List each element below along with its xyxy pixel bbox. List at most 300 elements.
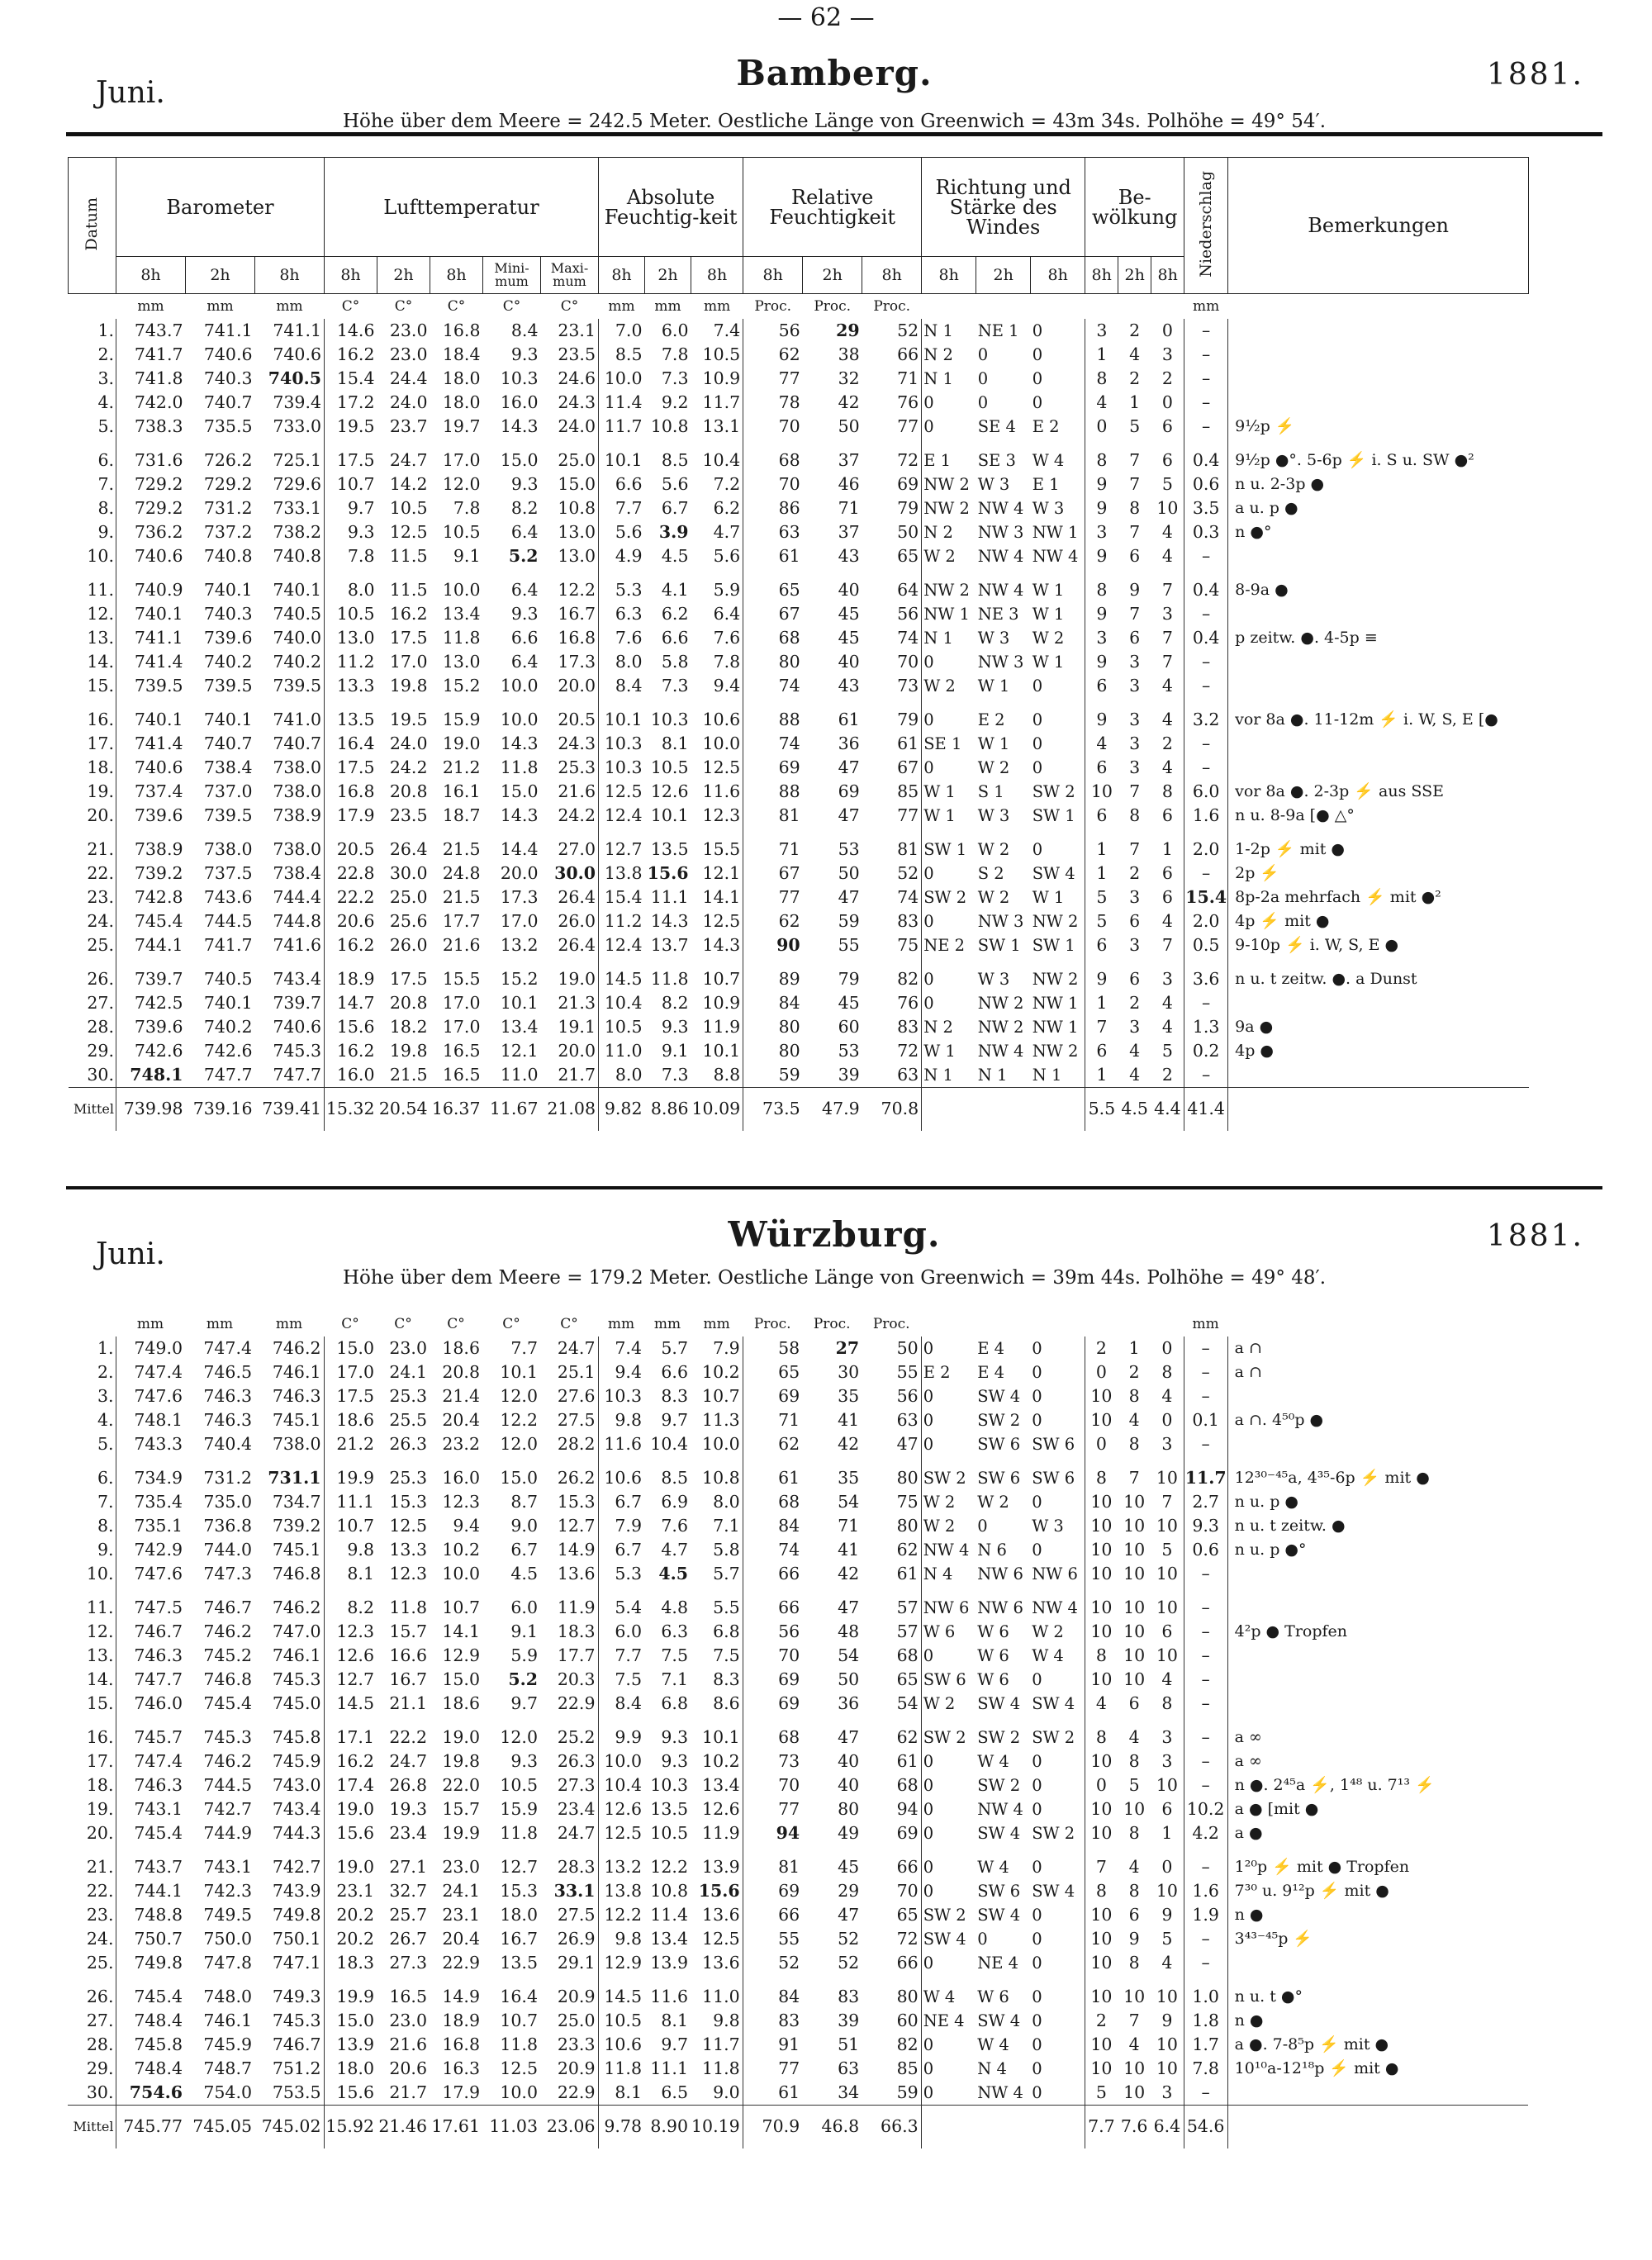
value-cell: 5.6 (599, 520, 645, 544)
value-cell: 16.5 (389, 1987, 427, 2007)
value-cell: 1 (1085, 828, 1118, 862)
value-cell: 750.7 (116, 1927, 185, 1951)
value-cell: 731.1 (268, 1468, 321, 1488)
value-cell: 749.5 (203, 1905, 252, 1925)
value-cell: 740.6 (116, 544, 186, 568)
value-cell: 69 (896, 1823, 919, 1844)
value-cell: 12.7 (324, 1668, 377, 1692)
value-cell: 8.1 (324, 1562, 377, 1586)
value-cell: – (1184, 1384, 1227, 1408)
value-cell: 6.8 (661, 1693, 688, 1714)
value-cell: 0 (921, 1879, 976, 1903)
value-cell: 19.8 (389, 1041, 428, 1061)
value-cell: 6 (1129, 969, 1141, 990)
value-cell: 25.5 (389, 1410, 427, 1431)
value-cell: 10.5 (650, 1823, 688, 1844)
value-cell: 0 (922, 650, 976, 674)
value-cell: 68 (743, 439, 803, 472)
value-cell: 94 (743, 1821, 802, 1845)
value-cell: 7.8 (325, 544, 377, 568)
value-cell: 64 (897, 580, 919, 601)
value-cell: 750.0 (203, 1929, 252, 1949)
value-cell: 15.9 (442, 710, 481, 730)
day-cell: 4. (69, 391, 116, 415)
value-cell: 0.4 (1184, 626, 1228, 650)
mean-row (69, 1087, 1529, 1131)
value-cell: 25.3 (389, 1468, 427, 1488)
value-cell: 52 (897, 863, 919, 884)
mean-cell (1228, 1087, 1529, 1131)
value-cell: 1 (1161, 839, 1173, 860)
day-cell: 20. (68, 1821, 116, 1845)
value-cell: 3 (1161, 969, 1173, 990)
value-cell: SW 2 (921, 1716, 976, 1750)
value-cell: 22.8 (325, 862, 377, 885)
value-cell: 0 (1032, 1799, 1042, 1819)
value-cell: 55 (838, 935, 860, 956)
value-cell: 45 (838, 993, 860, 1014)
value-cell: 84 (743, 991, 803, 1015)
value-cell: 20.8 (389, 993, 428, 1014)
value-cell: 80 (743, 650, 803, 674)
value-cell: 9.4 (598, 1360, 644, 1384)
value-cell: 15.6 (324, 1821, 377, 1845)
value-cell: 10 (1123, 2082, 1146, 2102)
mean-cell: 11.03 (482, 2105, 540, 2148)
value-cell: 0 (1032, 2058, 1042, 2078)
value-cell: 0 (1032, 1775, 1042, 1795)
value-cell: 4 (1129, 344, 1141, 365)
value-cell: 0 (1032, 1953, 1042, 1973)
value-cell: 10.8 (650, 416, 689, 437)
value-cell: 742.5 (116, 991, 186, 1015)
value-cell: 0 (922, 991, 976, 1015)
value-cell: 740.2 (203, 652, 253, 672)
hdr-2h: 2h (377, 257, 430, 294)
value-cell: 10.6 (598, 1456, 644, 1490)
value-cell: 739.6 (116, 804, 186, 828)
value-cell: 3 (1129, 887, 1141, 908)
value-cell: 8.3 (661, 1386, 688, 1407)
table-row (69, 367, 1529, 391)
value-cell: 7.8 (661, 344, 689, 365)
col-lufttemperatur: Lufttemperatur (325, 158, 599, 257)
value-cell: W 3 (977, 805, 1010, 825)
mean-label: Mittel (68, 2105, 116, 2148)
value-cell: 17.0 (442, 450, 481, 471)
value-cell: 739.5 (203, 805, 253, 826)
value-cell: 4 (1161, 546, 1173, 567)
value-cell: 65 (896, 1905, 919, 1925)
day-cell: 19. (69, 780, 116, 804)
value-cell: 741.6 (273, 935, 321, 956)
value-cell: 0 (1032, 368, 1043, 388)
value-cell: 10.7 (442, 1598, 480, 1618)
value-cell: 81 (743, 1845, 802, 1879)
value-cell: 66 (743, 1562, 802, 1586)
value-cell: 12.5 (389, 1516, 427, 1536)
value-cell: 4 (1161, 522, 1173, 543)
day-cell: 2. (68, 1360, 116, 1384)
value-cell: 4 (1161, 1669, 1173, 1690)
value-cell: 750.1 (272, 1929, 321, 1949)
table-row (68, 1927, 1528, 1951)
value-cell: 739.5 (203, 676, 253, 696)
value-cell: 0 (921, 2057, 976, 2081)
value-cell: 8 (1085, 1456, 1118, 1490)
remark-cell (1228, 343, 1529, 367)
table-row (68, 1538, 1528, 1562)
remark-cell (1228, 602, 1529, 626)
value-cell: 11.8 (598, 2057, 644, 2081)
value-cell: E 4 (977, 1362, 1005, 1382)
value-cell: 30.0 (554, 863, 596, 884)
value-cell: W 2 (1032, 1621, 1064, 1641)
value-cell: 9.8 (598, 1927, 644, 1951)
value-cell: 0 (922, 957, 976, 991)
value-cell: NW 2 (977, 1017, 1024, 1037)
table-row (69, 756, 1529, 780)
value-cell: 79 (838, 969, 860, 990)
remark-cell: 1-2p ⚡ mit ● (1228, 828, 1529, 862)
remark-cell (1228, 650, 1529, 674)
value-cell: 23.7 (389, 416, 428, 437)
value-cell: 6 (1161, 416, 1173, 437)
value-cell: 0 (921, 1337, 976, 1360)
value-cell: 12.3 (389, 1564, 427, 1584)
value-cell: SW 4 (1032, 1693, 1075, 1713)
table-row (68, 1586, 1528, 1620)
value-cell: 0 (922, 415, 976, 439)
value-cell: 61 (743, 1456, 802, 1490)
value-cell: 9.7 (325, 496, 377, 520)
value-cell: 6.6 (661, 628, 689, 648)
value-cell: 738.3 (116, 415, 186, 439)
table-row (69, 885, 1529, 909)
remark-cell: n ●. 2⁴⁵a ⚡, 1⁴⁸ u. 7¹³ ⚡ (1227, 1773, 1528, 1797)
value-cell: 747.4 (116, 1360, 185, 1384)
remark-cell (1228, 1063, 1529, 1087)
value-cell: 26.4 (558, 887, 596, 908)
value-cell: 51 (838, 2034, 860, 2055)
value-cell: 744.5 (203, 1775, 252, 1796)
value-cell: 20.9 (557, 2058, 596, 2079)
value-cell: 746.1 (272, 1645, 321, 1666)
value-cell: 14.1 (442, 1621, 480, 1642)
value-cell: 12.0 (500, 1386, 538, 1407)
value-cell: 17.0 (389, 652, 428, 672)
value-cell: 20.2 (324, 1903, 377, 1927)
value-cell: W 2 (921, 1490, 976, 1514)
value-cell: 9.3 (661, 1751, 688, 1772)
value-cell: 50 (896, 1338, 919, 1359)
value-cell: 75 (897, 935, 919, 956)
value-cell: 26.8 (389, 1775, 427, 1796)
value-cell: 5.6 (713, 546, 741, 567)
table-row (68, 1692, 1528, 1716)
value-cell: 2.7 (1184, 1490, 1227, 1514)
mean-cell: 10.09 (691, 1087, 743, 1131)
value-cell: 15.6 (325, 1015, 377, 1039)
value-cell: 7.8 (1184, 2057, 1227, 2081)
value-cell: 94 (896, 1799, 919, 1820)
value-cell: 8.1 (661, 734, 689, 754)
value-cell: 14.5 (599, 957, 645, 991)
value-cell: 743.6 (203, 887, 253, 908)
remark-cell (1228, 674, 1529, 698)
mean-cell (1030, 2105, 1085, 2148)
value-cell: 7.8 (713, 652, 741, 672)
remark-cell: n ●° (1228, 520, 1529, 544)
value-cell: 62 (743, 343, 803, 367)
value-cell: 6.4 (510, 652, 539, 672)
value-cell: 4.5 (661, 546, 689, 567)
value-cell: 738.0 (203, 839, 253, 860)
value-cell: 8 (1085, 439, 1118, 472)
value-cell: 40 (838, 1775, 860, 1796)
value-cell: 53 (838, 1041, 860, 1061)
wuerzburg-year: 1881. (1486, 1219, 1584, 1253)
value-cell: 734.9 (116, 1456, 185, 1490)
value-cell: 19.8 (389, 676, 428, 696)
value-cell: 738.4 (273, 863, 321, 884)
value-cell: 11.4 (599, 391, 645, 415)
remark-cell: 12³⁰⁻⁴⁵a, 4³⁵-6p ⚡ mit ● (1227, 1456, 1528, 1490)
value-cell: 6.0 (510, 1598, 538, 1618)
value-cell: 61 (896, 1564, 919, 1584)
value-cell: 18.3 (324, 1951, 377, 1975)
value-cell: 1.3 (1184, 1015, 1228, 1039)
value-cell: 0 (1032, 1669, 1042, 1689)
value-cell: 3 (1161, 1727, 1173, 1748)
value-cell: – (1184, 319, 1228, 343)
value-cell: 12.9 (442, 1645, 480, 1666)
value-cell: 47 (838, 805, 860, 826)
value-cell: 68 (743, 1716, 802, 1750)
day-cell: 15. (69, 674, 116, 698)
value-cell: 3 (1085, 319, 1118, 343)
value-cell: 12.4 (599, 933, 645, 957)
value-cell: 3 (1129, 652, 1141, 672)
value-cell: 744.9 (203, 1823, 252, 1844)
value-cell: 0 (1032, 676, 1043, 696)
remark-cell (1228, 391, 1529, 415)
value-cell: 15.0 (324, 1337, 377, 1360)
mean-cell: 73.5 (743, 1087, 803, 1131)
day-cell: 12. (69, 602, 116, 626)
value-cell: 45 (838, 604, 860, 624)
value-cell: 12.5 (599, 780, 645, 804)
remark-cell: a ●. 7-8⁵p ⚡ mit ● (1227, 2033, 1528, 2057)
value-cell: 746.7 (116, 1620, 185, 1644)
value-cell: 4.2 (1184, 1821, 1227, 1845)
value-cell: 741.1 (273, 320, 321, 341)
mean-cell: 54.6 (1184, 2105, 1227, 2148)
value-cell: 13.1 (702, 416, 741, 437)
value-cell: SW 6 (977, 1468, 1021, 1488)
table-row (69, 957, 1529, 991)
table-row (69, 991, 1529, 1015)
value-cell: W 1 (1032, 887, 1065, 907)
value-cell: 16.2 (389, 604, 428, 624)
value-cell: 4.8 (661, 1598, 688, 1618)
value-cell: 749.8 (272, 1905, 321, 1925)
table-row (68, 1562, 1528, 1586)
value-cell: – (1184, 391, 1228, 415)
value-cell: 9.1 (510, 1621, 538, 1642)
day-cell: 7. (69, 472, 116, 496)
value-cell: 47 (838, 757, 860, 778)
value-cell: 2 (1129, 320, 1141, 341)
value-cell: 59 (743, 1063, 803, 1087)
value-cell: 3 (1129, 734, 1141, 754)
value-cell: 747.7 (203, 1065, 253, 1085)
value-cell: N 1 (977, 1065, 1008, 1085)
remark-cell (1228, 991, 1529, 1015)
value-cell: – (1184, 1432, 1227, 1456)
value-cell: 62 (743, 1432, 802, 1456)
value-cell: 745.9 (272, 1751, 321, 1772)
value-cell: 32.7 (389, 1881, 427, 1902)
value-cell: 61 (896, 1751, 919, 1772)
value-cell: 75 (896, 1492, 919, 1512)
value-cell: 9.8 (598, 1408, 644, 1432)
value-cell: 738.0 (273, 781, 321, 802)
value-cell: 740.9 (116, 568, 186, 602)
value-cell: 5 (1128, 1775, 1140, 1796)
value-cell: 63 (743, 520, 803, 544)
value-cell: 740.8 (273, 546, 321, 567)
value-cell: 69 (897, 474, 919, 495)
value-cell: 4 (1128, 1410, 1140, 1431)
value-cell: 17.5 (389, 969, 428, 990)
value-cell: 4 (1161, 993, 1173, 1014)
value-cell: 5.4 (598, 1586, 644, 1620)
table-row (68, 1408, 1528, 1432)
value-cell: 8 (1128, 1751, 1140, 1772)
value-cell: 10.4 (598, 1773, 644, 1797)
value-cell: 18.6 (324, 1408, 377, 1432)
value-cell: 15.3 (500, 1881, 538, 1902)
mean-cell: 739.98 (116, 1087, 186, 1131)
day-cell: 24. (69, 909, 116, 933)
value-cell: SW 2 (977, 1727, 1021, 1747)
value-cell: 0 (977, 1516, 988, 1536)
value-cell: 24.1 (442, 1881, 480, 1902)
value-cell: N 1 (922, 319, 976, 343)
value-cell: 0 (1032, 710, 1043, 729)
value-cell: – (1184, 1750, 1227, 1773)
value-cell: 1 (1085, 862, 1118, 885)
value-cell: 11.6 (702, 781, 741, 802)
value-cell: 73 (897, 676, 919, 696)
value-cell: W 6 (977, 1645, 1009, 1665)
value-cell: 89 (743, 957, 803, 991)
value-cell: 21.2 (442, 757, 481, 778)
value-cell: 16.8 (442, 320, 481, 341)
value-cell: 7 (1161, 580, 1173, 601)
value-cell: 753.5 (272, 2082, 321, 2102)
value-cell: 16.7 (558, 604, 596, 624)
value-cell: 746.1 (272, 1362, 321, 1383)
value-cell: 11.8 (500, 1823, 538, 1844)
value-cell: 0 (1032, 1987, 1042, 2006)
value-cell: 3 (1161, 1434, 1173, 1455)
value-cell: – (1184, 1644, 1227, 1668)
value-cell: 1 (1128, 1338, 1140, 1359)
hdr-8h: 8h (862, 257, 922, 294)
value-cell: 18.0 (442, 368, 481, 389)
value-cell: 74 (743, 732, 803, 756)
table-row (69, 1039, 1529, 1063)
table-row (68, 2033, 1528, 2057)
value-cell: W 1 (922, 804, 976, 828)
value-cell: 6.0 (598, 1620, 644, 1644)
value-cell: 738.0 (272, 1434, 321, 1455)
value-cell: 11.8 (442, 628, 481, 648)
value-cell: 5.9 (510, 1645, 538, 1666)
hdr-8h: 8h (1151, 257, 1184, 294)
value-cell: 0 (1032, 1410, 1042, 1430)
value-cell: 0 (1032, 1362, 1042, 1382)
value-cell: N 4 (921, 1562, 976, 1586)
day-cell: 28. (68, 2033, 116, 2057)
mean-cell: 745.05 (185, 2105, 254, 2148)
value-cell: W 1 (922, 780, 976, 804)
value-cell: 740.8 (203, 546, 253, 567)
value-cell: W 4 (977, 2034, 1009, 2054)
value-cell: 8 (1128, 1386, 1140, 1407)
remark-cell: a ● [mit ● (1227, 1797, 1528, 1821)
value-cell: 9.8 (324, 1538, 377, 1562)
value-cell: E 1 (1032, 474, 1060, 494)
remark-cell: vor 8a ●. 11-12m ⚡ i. W, S, E [● (1228, 698, 1529, 732)
value-cell: 84 (743, 1975, 802, 2009)
value-cell: SW 4 (977, 1693, 1021, 1713)
value-cell: 2 (1128, 1362, 1140, 1383)
value-cell: 746.2 (272, 1338, 321, 1359)
value-cell: SW 2 (1032, 1823, 1075, 1843)
hdr-8h: 8h (325, 257, 377, 294)
remark-cell: a ● (1227, 1821, 1528, 1845)
value-cell: 19.7 (442, 416, 481, 437)
value-cell: 0.6 (1184, 472, 1228, 496)
value-cell: 10 (1123, 1799, 1146, 1820)
value-cell: 14.3 (500, 416, 539, 437)
value-cell: 11.8 (650, 969, 689, 990)
value-cell: W 1 (977, 734, 1010, 753)
remark-cell: n u. t zeitw. ● (1227, 1514, 1528, 1538)
value-cell: SW 4 (1032, 863, 1075, 883)
value-cell: 748.1 (116, 1063, 186, 1087)
value-cell: 71 (897, 368, 919, 389)
value-cell: 12.3 (324, 1620, 377, 1644)
value-cell: 41 (838, 1410, 860, 1431)
value-cell: 5.3 (599, 568, 645, 602)
value-cell: 6.5 (661, 2082, 688, 2102)
value-cell: SW 6 (1032, 1434, 1075, 1454)
value-cell: 24.3 (558, 392, 596, 413)
value-cell: 0 (922, 698, 976, 732)
table-row (69, 650, 1529, 674)
value-cell: 0 (977, 1929, 988, 1949)
value-cell: N 6 (977, 1540, 1007, 1560)
table-row (69, 520, 1529, 544)
value-cell: 747.7 (116, 1668, 185, 1692)
value-cell: 20.4 (442, 1929, 480, 1949)
day-cell: 20. (69, 804, 116, 828)
value-cell: 13.7 (650, 935, 689, 956)
